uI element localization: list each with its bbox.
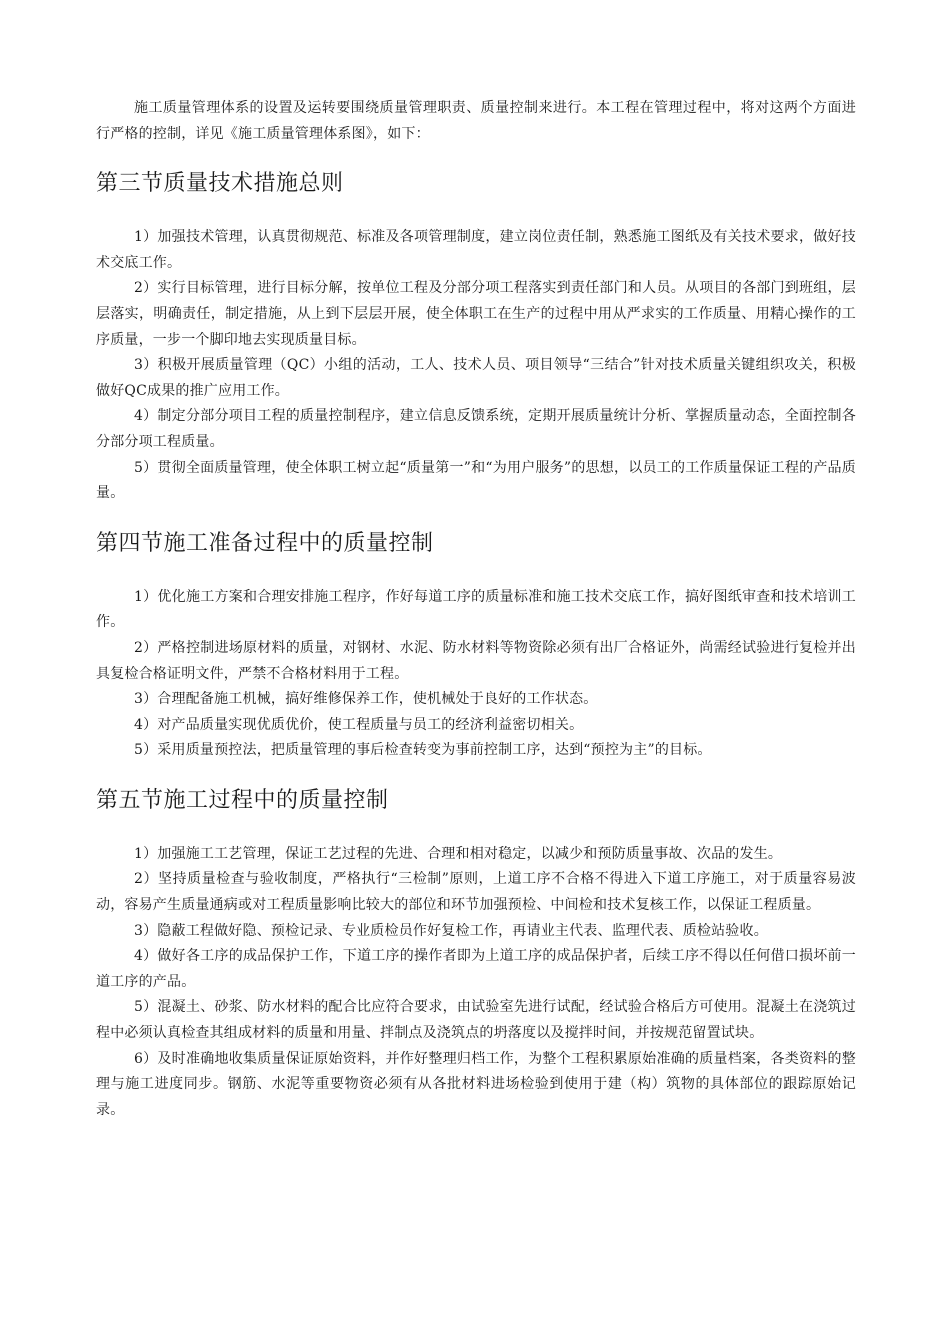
section-3-item-1: 1）加强技术管理，认真贯彻规范、标准及各项管理制度，建立岗位责任制，熟悉施工图纸及有关技术要求，做好技术交底工作。	[96, 229, 856, 271]
section-4-item-1: 1）优化施工方案和合理安排施工程序，作好每道工序的质量标准和施工技术交底工作，搞好图纸审查和技术培训工作。	[96, 588, 856, 631]
section-5-item-1: 1）加强施工工艺管理，保证工艺过程的先进、合理和相对稳定，以减少和预防质量事故、次品的发生。	[134, 845, 783, 862]
section-3-item-5: 5）贯彻全面质量管理，使全体职工树立起“质量第一”和“为用户服务”的思想，以员工的工作质量保证工程的产品质量。	[96, 459, 856, 502]
section-5-item-2: 2）坚持质量检查与验收制度，严格执行“三检制”原则，上道工序不合格不得进入下道工序施工，对于质量容易波动，容易产生质量通病或对工程质量影响比较大的部位和环节加强预检、中间检和技术复核工作，以保证工程质量。	[96, 871, 856, 914]
section-5-title: 第五节施工过程中的质量控制	[96, 787, 389, 813]
section-4-item-4: 4）对产品质量实现优质优价，使工程质量与员工的经济利益密切相关。	[134, 716, 584, 733]
document-page	[96, 96, 856, 1123]
section-3	[96, 169, 856, 507]
section-5-item-6: 6）及时准确地收集质量保证原始资料，并作好整理归档工作，为整个工程积累原始准确的质量档案，各类资料的整理与施工进度同步。钢筋、水泥等重要物资必须有从各批材料进场检验到使用于建（构）筑物的具体部位的跟踪原始记录。	[96, 1050, 856, 1118]
section-3-item-2: 2）实行目标管理，进行目标分解，按单位工程及分部分项工程落实到责任部门和人员。从项目的各部门到班组，层层落实，明确责任，制定措施，从上到下层层开展，使全体职工在生产的过程中用从严求实的工作质量、用精心操作的工序质量，一步一个脚印地去实现质量目标。	[96, 280, 856, 348]
section-4-item-3: 3）合理配备施工机械，搞好维修保养工作，使机械处于良好的工作状态。	[134, 691, 598, 708]
section-4	[96, 529, 856, 764]
section-4-item-2: 2）严格控制进场原材料的质量，对钢材、水泥、防水材料等物资除必须有出厂合格证外，尚需经试验进行复检并出具复检合格证明文件，严禁不合格材料用于工程。	[96, 639, 856, 682]
section-3-item-4: 4）制定分部分项目工程的质量控制程序，建立信息反馈系统，定期开展质量统计分析、掌握质量动态，全面控制各分部分项工程质量。	[96, 408, 856, 450]
section-3-item-3: 3）积极开展质量管理（QC）小组的活动，工人、技术人员、项目领导“三结合”针对技术质量关键组织攻关，积极做好QC成果的推广应用工作。	[96, 357, 856, 399]
section-5-item-3: 3）隐蔽工程做好隐、预检记录、专业质检员作好复检工作，再请业主代表、监理代表、质检站验收。	[134, 922, 768, 939]
section-3-title: 第三节质量技术措施总则	[96, 171, 344, 197]
section-4-item-5: 5）采用质量预控法，把质量管理的事后检查转变为事前控制工序，达到“预控为主”的目标。	[134, 742, 712, 759]
section-5-item-4: 4）做好各工序的成品保护工作，下道工序的操作者即为上道工序的成品保护者，后续工序不得以任何借口损坏前一道工序的产品。	[96, 948, 856, 990]
section-4-title: 第四节施工准备过程中的质量控制	[96, 530, 434, 556]
section-5-item-5: 5）混凝土、砂浆、防水材料的配合比应符合要求，由试验室先进行试配，经试验合格后方可使用。混凝土在浇筑过程中必须认真检查其组成材料的质量和用量、拌制点及浇筑点的坍落度以及搅拌时间，并按规范留置试块。	[96, 999, 856, 1042]
section-5	[96, 786, 856, 1124]
intro-paragraph: 施工质量管理体系的设置及运转要围绕质量管理职责、质量控制来进行。本工程在管理过程中，将对这两个方面进行严格的控制，详见《施工质量管理体系图》，如下：	[96, 100, 856, 142]
